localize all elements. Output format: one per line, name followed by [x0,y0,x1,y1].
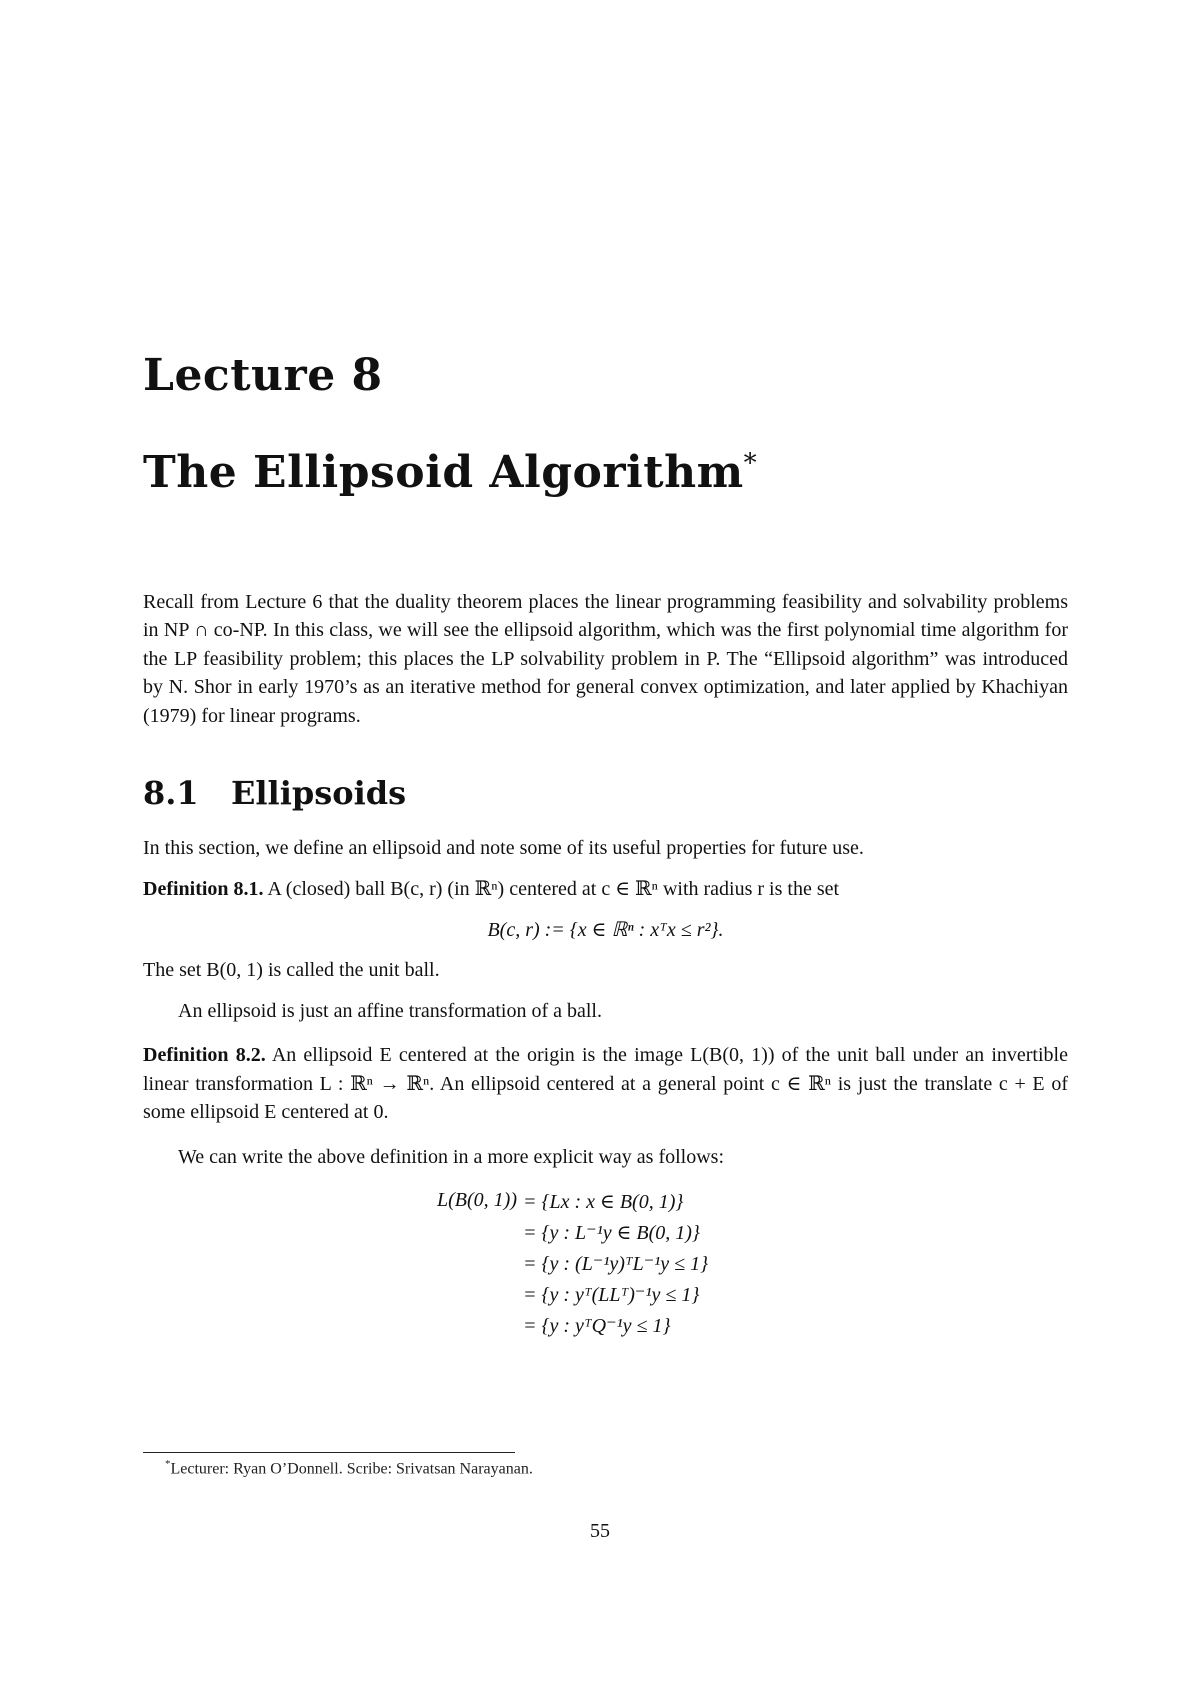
equation-row: = {y : L⁻¹y ∈ B(0, 1)} [523,1222,700,1245]
unit-ball-note: The set B(0, 1) is called the unit ball. [143,959,440,982]
document-title-text: The Ellipsoid Algorithm [143,446,744,498]
footnote [165,1458,533,1478]
equation-row: = {Lx : x ∈ B(0, 1)} [523,1191,684,1214]
equation-lhs: L(B(0, 1)) [437,1189,517,1212]
footnote-marker: * [165,1458,171,1470]
definition-8-1-text: A (closed) ball B(c, r) (in ℝⁿ) centered at c ∈ ℝⁿ with radius r is the set [267,877,840,900]
footnote-divider [143,1452,515,1453]
section-title: Ellipsoids [231,774,407,813]
page-number: 55 [590,1520,610,1542]
section-number: 8.1 [143,774,199,813]
equation-row: = {y : yᵀ(LLᵀ)⁻¹y ≤ 1} [523,1284,700,1307]
definition-8-2-label: Definition 8.2. [143,1044,266,1067]
definition-8-1 [143,875,1068,904]
section-intro: In this section, we define an ellipsoid and note some of its useful properties for future use. [143,837,864,860]
title-footnote-marker: * [743,448,758,479]
footnote-text: Lecturer: Ryan O’Donnell. Scribe: Srivatsan Narayanan. [170,1460,533,1478]
ball-definition-equation: B(c, r) := {x ∈ ℝⁿ : xᵀx ≤ r²}. [487,919,724,942]
definition-8-2 [143,1041,1068,1127]
section-heading [143,774,1068,812]
lecture-title: Lecture 8 [143,350,383,401]
definition-8-1-label: Definition 8.1. [143,877,264,900]
affine-note: An ellipsoid is just an affine transformation of a ball. [178,999,602,1022]
document-title [143,447,1068,500]
equation-row: = {y : (L⁻¹y)ᵀL⁻¹y ≤ 1} [523,1253,709,1276]
equation-row: = {y : yᵀQ⁻¹y ≤ 1} [523,1315,671,1338]
intro-paragraph: Recall from Lecture 6 that the duality theorem places the linear programming feasibility and solvability problems in NP ∩ co-NP. In this class, we will see the ellipsoid algorithm, which was the first polynomial time algorithm for the LP feasibility problem; this places the LP solvability problem in P. The “Ellipsoid algorithm” was introduced by N. Shor in early 1970’s as an iterative method for general convex optimization, and later applied by Khachiyan (1979) for linear programs. [143,590,1068,727]
page-content [143,350,1068,1338]
ellipsoid-equation-block [143,1189,1068,1338]
definition-8-2-text: An ellipsoid E centered at the origin is the image L(B(0, 1)) of the unit ball under an invertible linear transformation L : ℝⁿ → ℝⁿ. An ellipsoid centered at a general point c ∈ ℝⁿ is just the translate c + E of some ellipsoid E centered at 0. [143,1044,1068,1124]
explicit-note: We can write the above definition in a more explicit way as follows: [178,1145,724,1168]
